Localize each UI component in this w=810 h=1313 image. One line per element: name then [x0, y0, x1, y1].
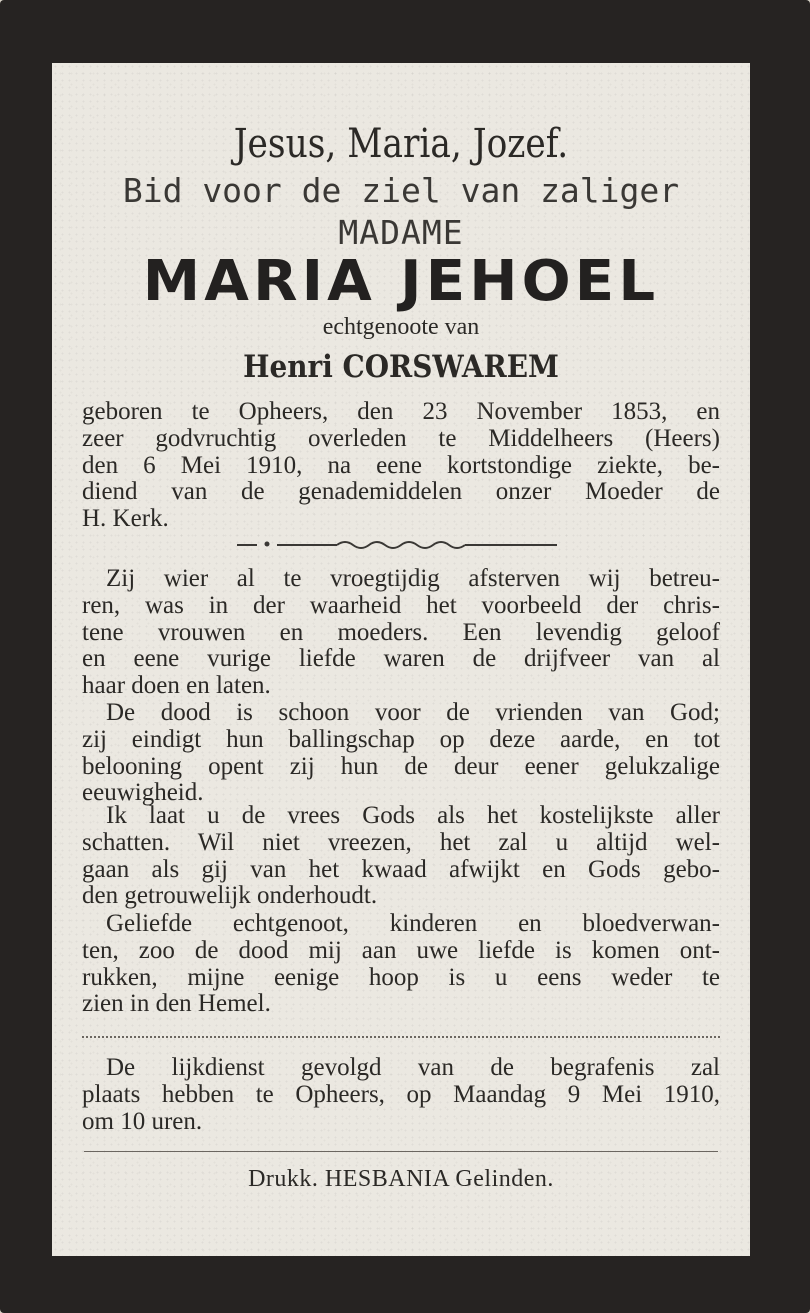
paragraph-2: [82, 700, 720, 807]
honorific: MADAME: [338, 213, 464, 252]
paragraph-3: [82, 803, 720, 910]
paragraph-line: zij eindigt hun ballingschap op deze aarde, en tot: [82, 725, 720, 753]
printer-credit: Drukk. HESBANIA Gelinden.: [248, 1166, 554, 1192]
paragraph-line: eeuwigheid.: [82, 779, 204, 807]
solid-divider: [84, 1151, 718, 1152]
ornament-divider: [237, 537, 557, 553]
paragraph-line: schatten. Wil niet vreezen, het zal u altijd wel-: [82, 828, 720, 856]
deceased-name: MARIA JEHOEL: [142, 249, 660, 314]
biography-line: diend van de genademiddelen onzer Moeder de: [82, 478, 720, 506]
biography-line: geboren te Opheers, den 23 November 1853, en: [82, 398, 720, 425]
dotted-divider: [82, 1036, 720, 1038]
paragraph-line: De dood is schoon voor de vrienden van God;: [106, 699, 720, 726]
paragraph-line: gaan als gij van het kwaad afwijkt en Gods gebo-: [82, 855, 720, 883]
biography-line: den 6 Mei 1910, na eene kortstondige ziekte, be-: [82, 451, 720, 479]
paragraph-line: en eene vurige liefde waren de drijfveer van al: [82, 645, 720, 673]
funeral-notice: [82, 1055, 720, 1135]
paragraph-line: ten, zoo de dood mij aan uwe liefde is komen ont-: [82, 936, 720, 964]
paragraph-line: belooning opent zij hun de deur eener gelukzalige: [82, 752, 720, 780]
biography: [82, 399, 720, 533]
funeral-line: om 10 uren.: [82, 1107, 203, 1135]
paragraph-line: den getrouwelijk onderhoudt.: [82, 882, 378, 910]
paragraph-line: Geliefde echtgenoot, kinderen en bloedverwan-: [106, 910, 720, 937]
spouse-name: Henri CORSWAREM: [243, 349, 559, 385]
paragraph-line: ren, was in der waarheid het voorbeeld der chris-: [82, 591, 720, 619]
paragraph-line: Zij wier al te vroegtijdig afsterven wij betreu-: [106, 565, 720, 592]
paragraph-1: [82, 566, 720, 700]
paragraph-line: zien in den Hemel.: [82, 990, 271, 1018]
paragraph-line: Ik laat u de vrees Gods als het kostelijkste aller: [106, 802, 720, 829]
biography-line: zeer godvruchtig overleden te Middelheers (Heers): [82, 424, 720, 452]
paragraph-line: tene vrouwen en moeders. Een levendig geloof: [82, 618, 720, 646]
paragraph-line: rukken, mijne eenige hoop is u eens weder te: [82, 963, 720, 991]
biography-line: H. Kerk.: [82, 505, 169, 533]
prayer-line: Bid voor de ziel van zaliger: [122, 171, 680, 210]
paragraph-4: [82, 911, 720, 1018]
invocation: Jesus, Maria, Jozef.: [233, 121, 569, 167]
card-paper: [52, 63, 750, 1256]
funeral-line: De lijkdienst gevolgd van de begrafenis zal: [106, 1054, 720, 1081]
spouse-intro: echtgenoote van: [322, 314, 480, 340]
funeral-line: plaats hebben te Opheers, op Maandag 9 Mei 1910,: [82, 1080, 720, 1108]
paragraph-line: haar doen en laten.: [82, 672, 271, 700]
